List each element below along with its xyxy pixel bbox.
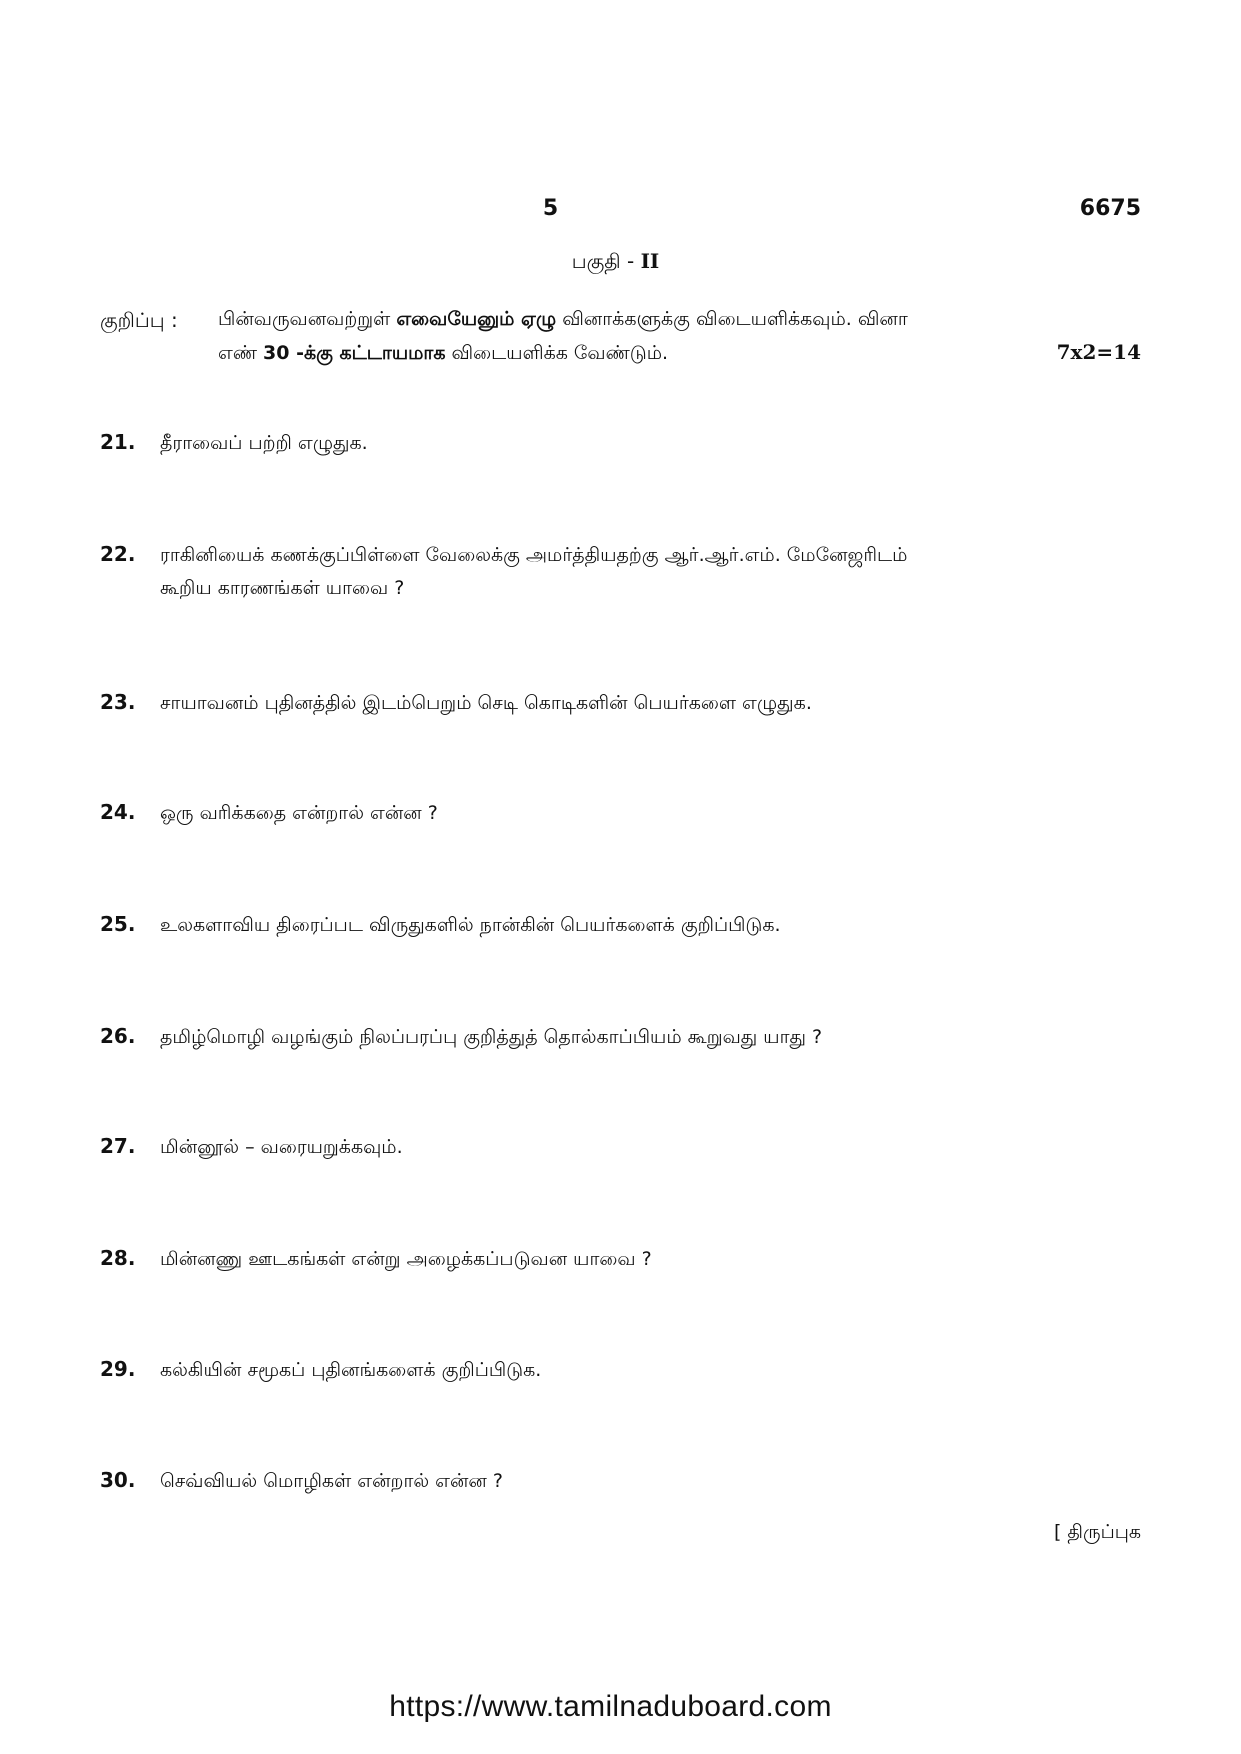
question-number: 21. <box>100 430 136 454</box>
question-22-continuation: கூறிய காரணங்கள் யாவை ? <box>160 577 405 599</box>
turn-over-note: [ திருப்புக <box>1053 1521 1141 1543</box>
question-number: 30. <box>100 1468 136 1492</box>
question-number: 29. <box>100 1357 136 1381</box>
note-line2-b: விடையளிக்க வேண்டும். <box>445 342 669 364</box>
question-26 <box>100 1024 822 1051</box>
question-number: 27. <box>100 1134 136 1158</box>
question-text: தீராவைப் பற்றி எழுதுக. <box>160 432 368 454</box>
question-text: கல்கியின் சமூகப் புதினங்களைக் குறிப்பிடுக. <box>160 1359 542 1381</box>
question-text: மின்னணு ஊடகங்கள் என்று அழைக்கப்படுவன யாவை ? <box>160 1248 652 1270</box>
section-title <box>0 249 1241 276</box>
question-29 <box>100 1357 541 1384</box>
question-text: உலகளாவிய திரைப்பட விருதுகளில் நான்கின் பெயர்களைக் குறிப்பிடுக. <box>160 914 781 936</box>
note-line2-bold: 30 -க்கு கட்டாயமாக <box>263 342 446 364</box>
question-21 <box>100 430 368 457</box>
note-line2-a: எண் <box>218 342 264 364</box>
question-27 <box>100 1134 403 1161</box>
question-30 <box>100 1468 503 1495</box>
question-text: சாயாவனம் புதினத்தில் இடம்பெறும் செடி கொடிகளின் பெயர்களை எழுதுக. <box>160 692 812 714</box>
footer-url[interactable]: https://www.tamilnaduboard.com <box>389 1690 832 1723</box>
note-line1-a: பின்வருவனவற்றுள் <box>218 308 397 330</box>
section-title-prefix: பகுதி - <box>571 249 641 273</box>
question-number: 25. <box>100 912 136 936</box>
question-text: ஒரு வரிக்கதை என்றால் என்ன ? <box>160 802 438 824</box>
section-title-roman: II <box>640 249 660 273</box>
question-28 <box>100 1246 652 1273</box>
question-text: ராகினியைக் கணக்குப்பிள்ளை வேலைக்கு அமர்த்தியதற்கு ஆர்.ஆர்.எம். மேனேஜரிடம் <box>160 544 908 566</box>
question-22 <box>100 542 907 569</box>
marks-allocation: 7x2=14 <box>1056 340 1141 364</box>
question-number: 24. <box>100 800 136 824</box>
note-line-1 <box>218 308 908 333</box>
question-number: 28. <box>100 1246 136 1270</box>
question-text: செவ்வியல் மொழிகள் என்றால் என்ன ? <box>160 1470 503 1492</box>
question-23 <box>100 690 812 717</box>
question-text: மின்னூல் – வரையறுக்கவும். <box>160 1136 403 1158</box>
note-line1-bold: எவையேனும் ஏழு <box>396 308 557 330</box>
question-number: 23. <box>100 690 136 714</box>
paper-code: 6675 <box>1079 196 1141 221</box>
page-number: 5 <box>542 196 559 221</box>
note-line-2 <box>218 342 668 367</box>
question-24 <box>100 800 438 827</box>
question-text: தமிழ்மொழி வழங்கும் நிலப்பரப்பு குறித்துத் தொல்காப்பியம் கூறுவது யாது ? <box>160 1026 823 1048</box>
question-25 <box>100 912 781 939</box>
question-number: 26. <box>100 1024 136 1048</box>
note-line1-b: வினாக்களுக்கு விடையளிக்கவும். வினா <box>556 308 908 330</box>
question-number: 22. <box>100 542 136 566</box>
note-label: குறிப்பு : <box>100 308 178 332</box>
